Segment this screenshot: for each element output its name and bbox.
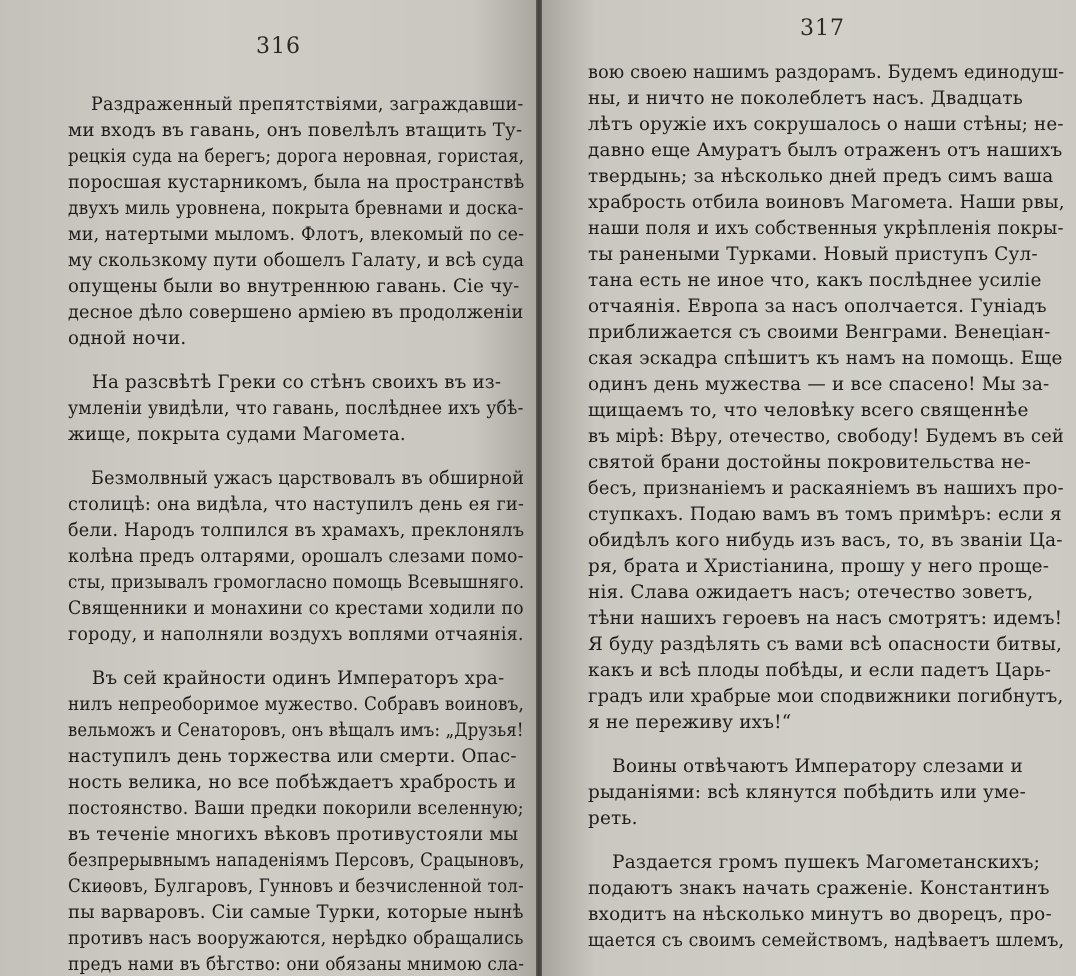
paragraph [588,850,1076,954]
text-line: отчаянія. Европа за насъ ополчается. Гуніадъ [588,296,1047,317]
paragraph [68,370,536,448]
text-line: бесъ, признаніемъ и раскаяніемъ въ нашихъ про- [588,478,1064,499]
text-line: Скиѳовъ, Булгаровъ, Гунновъ и безчисленной тол- [68,876,524,897]
right-page [542,0,1076,976]
text-line: тѣни нашихъ героевъ на насъ смотрятъ: идемъ! [588,608,1063,629]
text-line: ская эскадра спѣшитъ къ намъ на помощь. Еще [588,348,1063,369]
text-line: умленіи увидѣли, что гавань, послѣднее ихъ убѣ- [68,398,524,419]
page-text [68,92,536,976]
left-page [0,0,536,976]
text-line: ря, брата и Христіанина, прошу у него проще- [588,556,1050,577]
text-line: давно еще Амуратъ былъ отраженъ отъ нашихъ [588,140,1063,161]
text-line: Въ сей крайности одинъ Императоръ хра- [68,668,505,689]
text-line: предъ нами въ бѣгство: они обязаны мнимою сла- [68,954,525,975]
text-line: колѣна предъ олтарями, орошалъ слезами помо- [68,546,524,567]
page-number: 317 [800,16,845,41]
text-line: противъ насъ вооружаются, нерѣдко обращались [68,928,524,949]
paragraph [68,666,536,976]
text-line: наступилъ день торжества или смерти. Опас- [68,746,517,767]
text-line: вою своею нашимъ раздорамъ. Будемъ единодуш- [588,62,1065,83]
text-line: градъ или храбрые мои сподвижники погибнутъ, [588,686,1064,707]
text-line: приближается съ своими Венграми. Венеціан- [588,322,1051,343]
text-line: ми, натертыми мыломъ. Флотъ, влекомый по се- [68,224,525,245]
text-line: двухъ миль уровнена, покрыта бревнами и доска- [68,198,524,219]
paragraph [68,466,536,648]
text-line: нилъ непреоборимое мужество. Собравъ воиновъ, [68,694,525,715]
text-line: поросшая кустарникомъ, была на пространствѣ [68,172,525,193]
text-line: бели. Народъ толпился въ храмахъ, преклонялъ [68,520,525,541]
text-line: въ теченіе многихъ вѣковъ противустояли мы [68,824,519,845]
text-line: опущены были во внутреннюю гавань. Сіе чу- [68,276,520,297]
text-line: въ мірѣ: Вѣру, отечество, свободу! Будемъ въ сей [588,426,1065,447]
text-line: постоянство. Ваши предки покорили вселенную; [68,798,524,819]
text-line: тана есть не иное что, какъ послѣднее усиліе [588,270,1042,291]
paragraph [68,92,536,352]
text-line: одной ночи. [68,328,187,349]
text-line: ступкахъ. Подаю вамъ въ томъ примѣръ: если я [588,504,1062,525]
text-line: одинъ день мужества — и все спасено! Мы за- [588,374,1050,395]
text-line: Священники и монахини со крестами ходили по [68,598,524,619]
text-line: щищаемъ то, что человѣку всего священнѣе [588,400,1029,421]
text-line: реть. [588,808,638,829]
text-line: рецкія суда на берегъ; дорога неровная, гористая, [68,146,525,167]
text-line: Я буду раздѣлять съ вами всѣ опасности битвы, [588,634,1063,655]
text-line: входитъ на нѣсколько минутъ во дворецъ, про- [588,904,1052,925]
text-line: сты, призывалъ громогласно помощь Всевышняго. [68,572,525,593]
text-line: городу, и наполняли воздухъ воплями отчаянія. [68,624,524,645]
text-line: я не переживу ихъ!“ [588,712,792,733]
text-line: святой брани достойны покровительства не- [588,452,1031,473]
page-number: 316 [256,34,301,59]
text-line: твердынь; за нѣсколько дней предъ симъ ваша [588,166,1054,187]
text-line: подаютъ знакъ начать сраженіе. Константинъ [588,878,1050,899]
paragraph [588,754,1076,832]
text-line: какъ и всѣ плоды побѣды, и если падетъ Царь- [588,660,1052,681]
text-line: ны, и ничто не поколеблетъ насъ. Двадцать [588,88,1023,109]
text-line: ми входъ въ гавань, онъ повелѣлъ втащить Ту- [68,120,523,141]
text-line: ность велика, но все побѣждаетъ храбрость и [68,772,517,793]
text-line: десное дѣло совершено арміею въ продолженіи [68,302,524,323]
text-line: жище, покрыта судами Магомета. [68,424,406,445]
page-text [588,60,1076,954]
text-line: столицѣ: она видѣла, что наступилъ день ея ги- [68,494,525,515]
text-line: пы варваровъ. Сіи самые Турки, которые нынѣ [68,902,524,923]
text-line: вельможъ и Сенаторовъ, онъ вѣщалъ имъ: „Друзья! [68,720,524,741]
text-line: Безмолвный ужасъ царствовалъ въ обширной [68,468,525,489]
text-line: Воины отвѣчаютъ Императору слезами и [588,756,1023,777]
text-line: лѣтъ оружіе ихъ сокрушалось о наши стѣны; не- [588,114,1064,135]
text-line: наши поля и ихъ собственныя укрѣпленія покры- [588,218,1064,239]
text-line: обидѣлъ кого нибудь изъ васъ, то, въ званіи Ца- [588,530,1063,551]
text-line: храбрость отбила воиновъ Магомета. Наши рвы, [588,192,1065,213]
text-line: щается съ своимъ семействомъ, надѣваетъ шлемъ, [588,930,1065,951]
text-line: нія. Слава ожидаетъ насъ; отечество зоветъ, [588,582,1034,603]
text-line: рыданіями: всѣ клянутся побѣдить или уме- [588,782,1026,803]
text-line: безпрерывнымъ нападеніямъ Персовъ, Срацыновъ, [68,850,525,871]
text-line: ты ранеными Турками. Новый приступъ Сул- [588,244,1038,265]
text-line: На разсвѣтѣ Греки со стѣнъ своихъ въ из- [68,372,502,393]
paragraph [588,60,1076,736]
text-line: Раздраженный препятствіями, заграждавши- [68,94,524,115]
text-line: Раздается громъ пушекъ Магометанскихъ; [588,852,1041,873]
text-line: му скользкому пути обошелъ Галату, и всѣ суда [68,250,525,271]
